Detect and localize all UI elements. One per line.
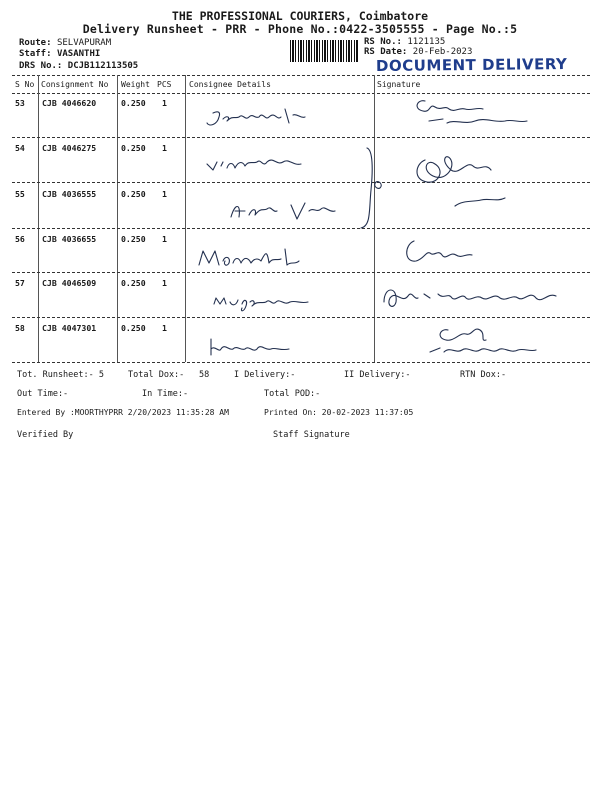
row-consignment: CJB 4046275 — [42, 143, 97, 153]
staff-label: Staff: — [19, 49, 52, 59]
col-signature: Signature — [377, 80, 421, 89]
route-line — [19, 38, 111, 48]
barcode — [290, 40, 358, 62]
row-weight: 0.250 — [121, 278, 146, 288]
in-time: In Time:- — [142, 389, 189, 399]
col-pcs: PCS — [157, 80, 172, 89]
row-sno: 55 — [15, 189, 25, 199]
col-divider — [185, 75, 186, 362]
staff-value: VASANTHI — [56, 49, 101, 59]
col-weight: Weight — [121, 80, 150, 89]
out-time: Out Time:- — [17, 389, 69, 399]
handwritten-consignee-signature — [205, 335, 305, 359]
drs-label: DRS No.: — [19, 61, 63, 71]
route-label: Route: — [19, 38, 52, 48]
verified-by: Verified By — [17, 430, 74, 440]
col-sno: S No — [15, 80, 35, 89]
row-rule — [12, 137, 590, 138]
row-weight: 0.250 — [121, 189, 146, 199]
row-weight: 0.250 — [121, 323, 146, 333]
printed-on: Printed On: 20-02-2023 11:37:05 — [264, 408, 414, 417]
row-sno: 58 — [15, 323, 25, 333]
handwritten-consignee-signature — [195, 243, 315, 273]
rs-no-value: 1121135 — [407, 37, 446, 47]
col-divider — [117, 75, 118, 362]
route-value: SELVAPURAM — [56, 38, 112, 48]
handwritten-consignee-signature — [210, 290, 320, 316]
staff-line — [19, 49, 100, 59]
document-delivery-stamp: DOCUMENT DELIVERY — [375, 54, 568, 76]
handwritten-receiver-signature — [355, 140, 525, 230]
row-consignment: CJB 4036555 — [42, 189, 97, 199]
handwritten-consignee-signature — [205, 150, 325, 178]
row-sno: 54 — [15, 143, 25, 153]
company-title: THE PROFESSIONAL COURIERS, Coimbatore — [171, 9, 429, 23]
header-bottom-rule — [12, 93, 590, 94]
row-pcs: 1 — [162, 98, 167, 108]
tot-runsheet: Tot. Runsheet:- 5 — [17, 370, 104, 380]
handwritten-receiver-signature — [395, 95, 535, 135]
row-sno: 57 — [15, 278, 25, 288]
row-consignment: CJB 4047301 — [42, 323, 97, 333]
drs-line — [19, 61, 138, 71]
total-dox-value: 58 — [199, 370, 210, 380]
ii-delivery: II Delivery:- — [344, 370, 411, 380]
i-delivery: I Delivery:- — [234, 370, 296, 380]
row-sno: 53 — [15, 98, 25, 108]
handwritten-receiver-signature — [378, 280, 578, 315]
row-pcs: 1 — [162, 189, 167, 199]
staff-signature: Staff Signature — [273, 430, 350, 440]
row-pcs: 1 — [162, 234, 167, 244]
entered-by: Entered By :MOORTHYPRR 2/20/2023 11:35:28 AM — [17, 408, 229, 417]
runsheet-subtitle: Delivery Runsheet - PRR - Phone No.:0422-3505555 - Page No.:5 — [82, 22, 518, 36]
handwritten-receiver-signature — [400, 235, 480, 265]
header-top-rule — [12, 75, 590, 76]
rs-no-label: RS No.: — [364, 37, 402, 47]
col-consignment: Consignment No — [41, 80, 109, 89]
rs-date-value: 20-Feb-2023 — [412, 47, 473, 57]
row-sno: 56 — [15, 234, 25, 244]
handwritten-consignee-signature — [205, 105, 325, 135]
handwritten-consignee-signature — [225, 195, 345, 225]
rs-no-line — [364, 37, 445, 47]
row-consignment: CJB 4046620 — [42, 98, 97, 108]
handwritten-receiver-signature — [420, 318, 540, 363]
total-dox-label: Total Dox:- — [128, 370, 185, 380]
row-pcs: 1 — [162, 278, 167, 288]
row-pcs: 1 — [162, 323, 167, 333]
rs-date-label: RS Date: — [364, 47, 408, 57]
drs-value: DCJB112113505 — [67, 61, 139, 71]
rtn-dox: RTN Dox:- — [460, 370, 507, 380]
row-weight: 0.250 — [121, 98, 146, 108]
row-consignment: CJB 4046509 — [42, 278, 97, 288]
row-weight: 0.250 — [121, 143, 146, 153]
total-pod: Total POD:- — [264, 389, 321, 399]
col-divider — [38, 75, 39, 362]
row-pcs: 1 — [162, 143, 167, 153]
col-consignee: Consignee Details — [189, 80, 271, 89]
row-weight: 0.250 — [121, 234, 146, 244]
row-consignment: CJB 4036655 — [42, 234, 97, 244]
